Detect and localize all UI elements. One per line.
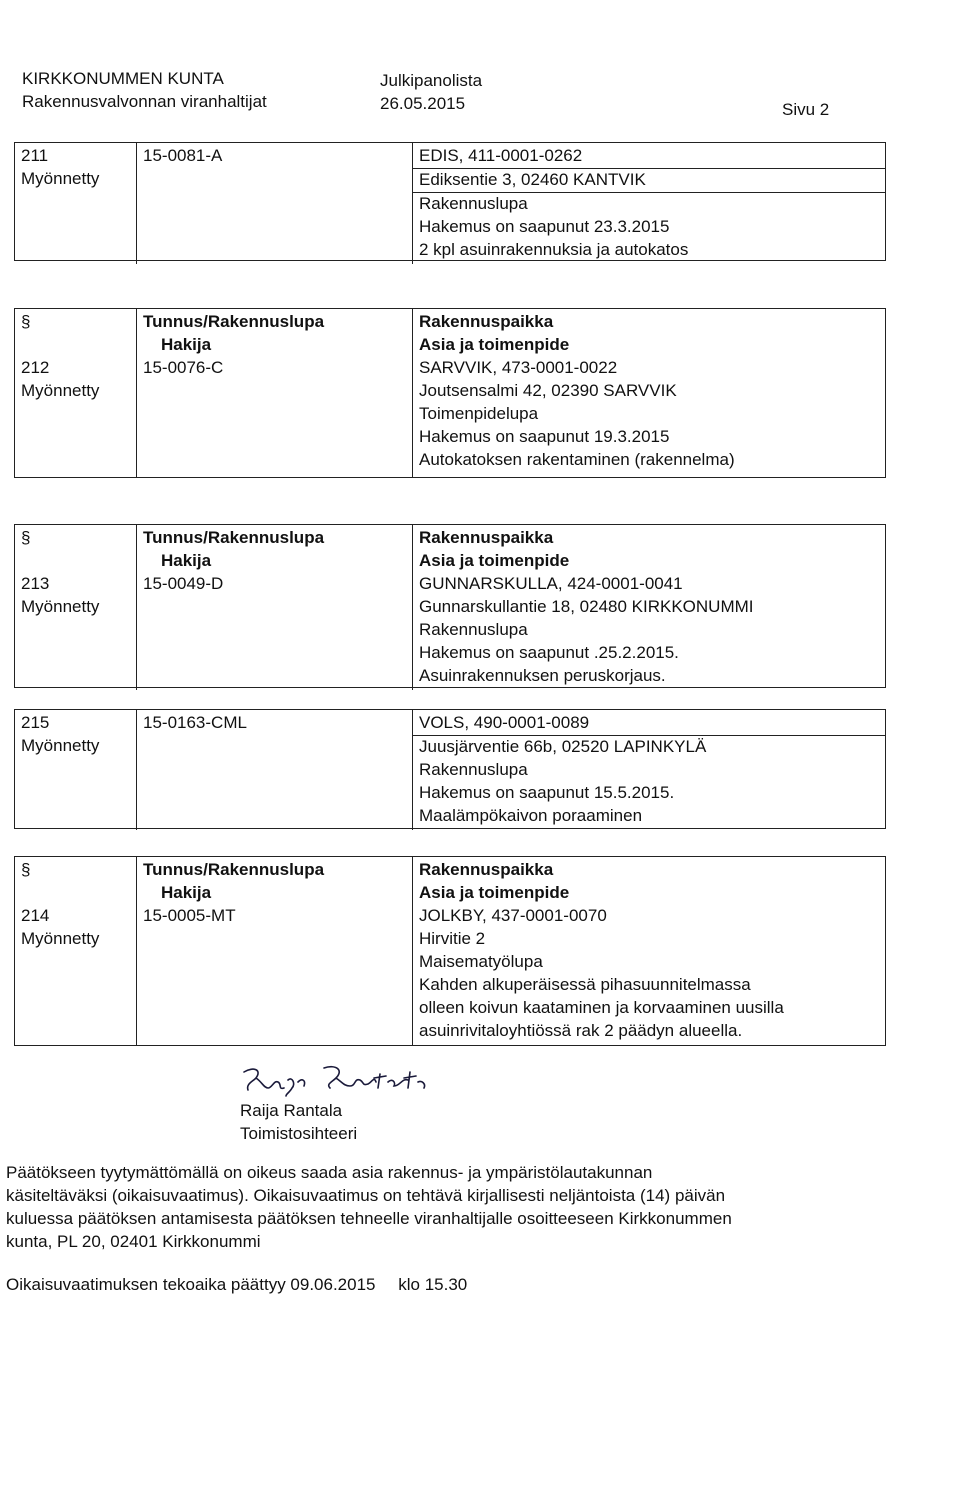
- property-id: GUNNARSKULLA, 424-0001-0041: [419, 573, 683, 593]
- record-number: 212: [21, 358, 50, 377]
- section-symbol: §: [21, 860, 31, 879]
- record-number: 211: [21, 146, 49, 165]
- measure-description: Autokatoksen rakentaminen (rakennelma): [419, 449, 735, 469]
- applicant-column-header: Hakija: [161, 334, 212, 354]
- applicant-column-header: Hakija: [161, 550, 212, 570]
- record-id-cell: [15, 857, 137, 1045]
- record-id-cell: [15, 710, 137, 830]
- id-column-header: Tunnus/Rakennuslupa: [143, 528, 325, 547]
- record-status: Myönnetty: [21, 735, 100, 755]
- address: Hirvitie 2: [419, 928, 486, 948]
- permit-record: [14, 524, 886, 688]
- id-column-header: Tunnus/Rakennuslupa: [143, 312, 325, 331]
- appeal-line: Päätökseen tyytymättömällä on oikeus saada asia rakennus- ja ympäristölautakunnan: [6, 1163, 653, 1182]
- measure-description: Asuinrakennuksen peruskorjaus.: [419, 665, 666, 685]
- record-status: Myönnetty: [21, 928, 100, 948]
- record-details: [413, 857, 885, 1045]
- record-id-cell: [15, 143, 137, 264]
- record-status: Myönnetty: [21, 168, 100, 188]
- record-number: 214: [21, 906, 50, 925]
- signer-name: Raija Rantala: [240, 1101, 343, 1120]
- measure-description: olleen koivun kaataminen ja korvaaminen uusilla: [419, 997, 784, 1017]
- application-date: Hakemus on saapunut .25.2.2015.: [419, 642, 679, 662]
- department-name: Rakennusvalvonnan viranhaltijat: [22, 92, 267, 111]
- measure-description: Kahden alkuperäisessä pihasuunnitelmassa: [419, 974, 751, 994]
- permit-record: [14, 709, 886, 829]
- matter-column-header: Asia ja toimenpide: [419, 550, 570, 570]
- permit-id-cell: [137, 710, 413, 830]
- record-status: Myönnetty: [21, 380, 100, 400]
- record-status: Myönnetty: [21, 596, 100, 616]
- appeal-deadline: [6, 1274, 886, 1297]
- location-column-header: Rakennuspaikka: [419, 860, 554, 879]
- record-details: [413, 525, 885, 690]
- handwritten-signature: [240, 1064, 430, 1098]
- record-id-cell: [15, 525, 137, 690]
- record-number: 215: [21, 713, 50, 732]
- record-id-cell: [15, 309, 137, 477]
- list-title: Julkipanolista: [380, 71, 483, 90]
- permit-type: Rakennuslupa: [419, 619, 528, 639]
- permit-record: [14, 308, 886, 478]
- measure-description: 2 kpl asuinrakennuksia ja autokatos: [419, 239, 689, 259]
- municipality-name: KIRKKONUMMEN KUNTA: [22, 69, 224, 88]
- record-details: [413, 143, 885, 264]
- address: Gunnarskullantie 18, 02480 KIRKKONUMMI: [419, 596, 754, 616]
- address: Juusjärventie 66b, 02520 LAPINKYLÄ: [419, 736, 707, 756]
- address: Joutsensalmi 42, 02390 SARVVIK: [419, 380, 677, 400]
- matter-column-header: Asia ja toimenpide: [419, 334, 570, 354]
- permit-id-cell: [137, 857, 413, 1045]
- permit-type: Rakennuslupa: [419, 193, 528, 213]
- appeal-line: kuluessa päätöksen antamisesta päätöksen tehneelle viranhaltijalle osoitteeseen Kirkkonummen: [6, 1208, 732, 1228]
- permit-id-cell: [137, 143, 413, 264]
- applicant-column-header: Hakija: [161, 882, 212, 902]
- matter-column-header: Asia ja toimenpide: [419, 882, 570, 902]
- permit-id: 15-0076-C: [143, 357, 224, 377]
- permit-id-cell: [137, 309, 413, 477]
- permit-id: 15-0081-A: [143, 146, 223, 165]
- permit-id: 15-0005-MT: [143, 905, 236, 925]
- application-date: Hakemus on saapunut 15.5.2015.: [419, 782, 675, 802]
- record-number: 213: [21, 574, 50, 593]
- section-symbol: §: [21, 528, 31, 547]
- permit-record: [14, 856, 886, 1046]
- location-column-header: Rakennuspaikka: [419, 528, 554, 547]
- location-column-header: Rakennuspaikka: [419, 312, 554, 331]
- permit-record: [14, 142, 886, 261]
- property-id: VOLS, 490-0001-0089: [419, 713, 590, 732]
- measure-description: Maalämpökaivon poraaminen: [419, 805, 643, 825]
- record-details: [413, 309, 885, 477]
- appeal-line: käsiteltäväksi (oikaisuvaatimus). Oikaisuvaatimus on tehtävä kirjallisesti neljäntoista (14) päivän: [6, 1185, 726, 1205]
- address: Ediksentie 3, 02460 KANTVIK: [419, 169, 646, 189]
- permit-type: Toimenpidelupa: [419, 403, 539, 423]
- property-id: SARVVIK, 473-0001-0022: [419, 357, 618, 377]
- record-details: [413, 710, 885, 830]
- permit-id: 15-0163-CML: [143, 713, 247, 732]
- application-date: Hakemus on saapunut 19.3.2015: [419, 426, 670, 446]
- permit-id-cell: [137, 525, 413, 690]
- deadline-time: klo 15.30: [398, 1275, 468, 1294]
- application-date: Hakemus on saapunut 23.3.2015: [419, 216, 670, 236]
- signature-block: [240, 1064, 430, 1146]
- appeal-line: kunta, PL 20, 02401 Kirkkonummi: [6, 1231, 261, 1251]
- permit-type: Maisematyölupa: [419, 951, 543, 971]
- property-id: JOLKBY, 437-0001-0070: [419, 905, 607, 925]
- deadline-text: Oikaisuvaatimuksen tekoaika päättyy 09.06.2015: [6, 1275, 376, 1294]
- appeal-notice: [6, 1162, 886, 1254]
- permit-type: Rakennuslupa: [419, 759, 528, 779]
- measure-description: asuinrivitaloyhtiössä rak 2 päädyn alueella.: [419, 1020, 743, 1040]
- section-symbol: §: [21, 312, 31, 331]
- signer-title: Toimistosihteeri: [240, 1123, 358, 1143]
- id-column-header: Tunnus/Rakennuslupa: [143, 860, 325, 879]
- page-number: Sivu 2: [782, 100, 830, 119]
- list-date: 26.05.2015: [380, 94, 466, 113]
- property-id: EDIS, 411-0001-0262: [419, 146, 583, 165]
- permit-id: 15-0049-D: [143, 573, 224, 593]
